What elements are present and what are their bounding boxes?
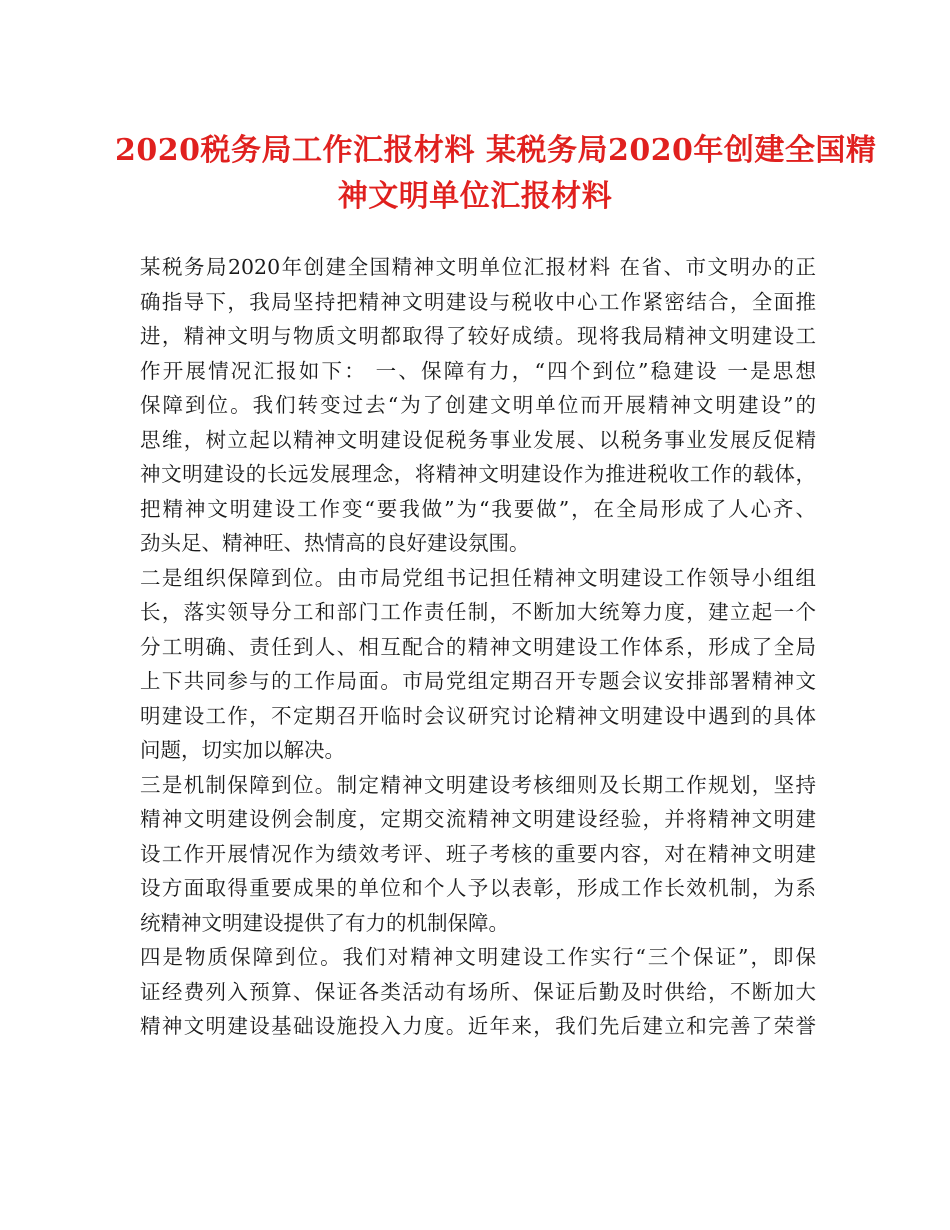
document-body xyxy=(140,250,816,1044)
body-line-4: 作开展情况汇报如下： 一、保障有力，“四个到位”稳建设 一是思想 xyxy=(140,358,816,383)
body-line-6: 思维，树立起以精神文明建设促税务事业发展、以税务事业发展反促精 xyxy=(140,427,816,452)
body-line-9: 劲头足、精神旺、热情高的良好建设氛围。 xyxy=(140,531,530,555)
body-line-21: 四是物质保障到位。我们对精神文明建设工作实行“三个保证”，即保 xyxy=(140,945,816,969)
body-line-7: 神文明建设的长远发展理念，将精神文明建设作为推进税收工作的载体， xyxy=(140,462,816,486)
body-line-5: 保障到位。我们转变过去“为了创建文明单位而开展精神文明建设”的 xyxy=(140,393,816,417)
body-line-23: 精神文明建设基础设施投入力度。近年来，我们先后建立和完善了荣誉 xyxy=(140,1014,816,1038)
document-title xyxy=(115,128,877,220)
title-line-1: 2020税务局工作汇报材料 某税务局2020年创建全国精 xyxy=(115,133,877,168)
body-line-15: 问题，切实加以解决。 xyxy=(140,738,345,762)
body-line-12: 分工明确、责任到人、相互配合的精神文明建设工作体系，形成了全局 xyxy=(140,634,816,659)
body-line-13: 上下共同参与的工作局面。市局党组定期召开专题会议安排部署精神文 xyxy=(140,669,816,693)
body-line-8: 把精神文明建设工作变“要我做”为“我要做”，在全局形成了人心齐、 xyxy=(140,496,816,521)
body-line-22: 证经费列入预算、保证各类活动有场所、保证后勤及时供给，不断加大 xyxy=(140,979,816,1004)
body-line-11: 长，落实领导分工和部门工作责任制，不断加大统筹力度，建立起一个 xyxy=(140,600,816,624)
body-line-16: 三是机制保障到位。制定精神文明建设考核细则及长期工作规划，坚持 xyxy=(140,772,816,797)
body-line-18: 设工作开展情况作为绩效考评、班子考核的重要内容，对在精神文明建 xyxy=(140,841,816,866)
body-line-20: 统精神文明建设提供了有力的机制保障。 xyxy=(140,910,509,935)
body-line-19: 设方面取得重要成果的单位和个人予以表彰，形成工作长效机制，为系 xyxy=(140,876,816,900)
body-line-10: 二是组织保障到位。由市局党组书记担任精神文明建设工作领导小组组 xyxy=(140,565,816,590)
title-line-2: 神文明单位汇报材料 xyxy=(337,179,613,214)
body-line-14: 明建设工作，不定期召开临时会议研究讨论精神文明建设中遇到的具体 xyxy=(140,703,816,728)
body-line-1: 某税务局2020年创建全国精神文明单位汇报材料 在省、市文明办的正 xyxy=(140,255,816,279)
body-line-17: 精神文明建设例会制度，定期交流精神文明建设经验，并将精神文明建 xyxy=(140,807,816,831)
body-line-2: 确指导下，我局坚持把精神文明建设与税收中心工作紧密结合，全面推 xyxy=(140,289,816,314)
body-line-3: 进，精神文明与物质文明都取得了较好成绩。现将我局精神文明建设工 xyxy=(140,324,816,348)
